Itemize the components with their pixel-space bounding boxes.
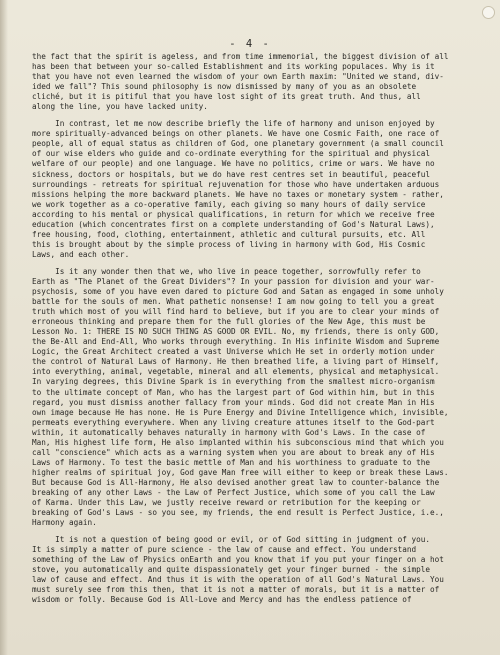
text-line: Is it any wonder then that we, who live in peace together, sorrowfully refer to [32,266,421,276]
text-line: ided we fall"? This sound philosophy is now dismissed by many of you as an obsolete [32,82,417,92]
text-line: into everything, animal, vegetable, mineral and all elements, physical and metaphysical. [32,367,440,377]
text-line: regard, you must dismiss another fallacy from your minds. God did not create Man in His [32,397,435,407]
text-line: missions helping the more backward planets. We have no taxes or monetary system - rather, [32,189,444,199]
text-line: In contrast, let me now describe briefly the life of harmony and unison enjoyed by [32,119,435,129]
text-line: surroundings - retreats for spiritual rejuvenation for those who have undertaken arduous [32,179,440,189]
text-line: battle for the souls of men. What pathetic nonsense! I am now going to tell you a great [32,297,435,307]
text-line: Laws, and each other. [32,249,130,259]
paragraph-gap [32,112,484,119]
text-line: cliché, but it is pitiful that you have lost sight of its great truth. And thus, all [32,92,421,102]
text-line: breaking of any other Laws - the Law of Perfect Justice, which some of you call the Law [32,487,435,497]
text-line: to the ultimate concept of Man, who has the largest part of God within him, but in this [32,387,435,397]
text-line: within, it automatically behaves naturally in harmony with God's Laws. In the case of [32,427,426,437]
text-line: we work together as a co-operative family, each giving so many hours of daily service [32,199,426,209]
text-line: own image because He has none. He is Pure Energy and Divine Intelligence which, invisible, [32,407,449,417]
text-line: law of cause and effect. And thus it is with the operation of all God's Natural Laws. You [32,575,444,585]
text-line: of Karma. Under this Law, we justly receive reward or retribution for the keeping or [32,498,421,508]
text-line: something of the Law of Physics onEarth and you know that if you put your finger on a hot [32,555,444,565]
text-line: higher realms of spiritual joy, God gave Man free will either to keep or break these Laws. [32,467,449,477]
text-line: this is brought about by the simple process of living in harmony with God, His Cosmic [32,239,426,249]
text-line: that you have not even learned the wisdom of your own Earth maxim: "United we stand, div- [32,72,444,82]
text-line: Laws of Harmony. To test the basic mettle of Man and his worthiness to graduate to the [32,457,431,467]
text-line: welfare of our people) and one language. We have no politics, crime or wars. We have no [32,159,435,169]
text-line: call "conscience" which acts as a warning system when you are about to break any of His [32,447,435,457]
text-line: has been that between your so-called Establishment and its working populaces. Why is it [32,62,435,72]
paragraph [32,535,484,605]
text-line: Lesson No. 1: THERE IS NO SUCH THING AS GOOD OR EVIL. No, my friends, there is only GOD, [32,327,440,337]
text-line: It is simply a matter of pure science - the law of cause and effect. You understand [32,545,417,555]
page-number: - 4 - [229,38,271,50]
text-line: permeats everything everywhere. When any living creature attunes itself to the God-part [32,417,435,427]
punch-hole [482,6,495,19]
text-line: the control of Natural Laws of Harmony. He then breathed life, a living part of Himself, [32,357,440,367]
text-line: wisdom or folly. Because God is All-Love and Mercy and has the endless patience of [32,595,412,605]
text-line: But because God is All-Harmony, He also devised another great law to counter-balance the [32,477,440,487]
paper-edge-shadow [0,0,8,655]
text-line: stove, you automatically and quite dispassionately get your finger burned - the simple [32,565,431,575]
body-text [32,52,484,605]
text-line: Logic, the Great Architect created a vast Universe which He set in orderly motion under [32,347,435,357]
text-line: more spiritually-advanced beings on other planets. We have one Cosmic Faith, one race of [32,129,440,139]
paragraph [32,119,484,260]
paragraph [32,52,484,112]
text-line: the Be-All and End-All, Who works through everything. In His infinite Wisdom and Supreme [32,337,440,347]
paragraph-gap [32,260,484,267]
text-line: of our wise elders who guide and co-ordinate everything for the spiritual and physical [32,149,431,159]
text-line: breaking of God's Laws - so you see, my friends, the end result is Perfect Justice, i.e., [32,508,444,518]
text-line: In varying degrees, this Divine Spark is in everything from the smallest micro-organism [32,377,435,387]
text-line: according to his mental or physical qualifications, in return for which we receive free [32,209,435,219]
text-line: psychosis, some of you have even dared to picture God and Satan as engaged in some unholy [32,287,444,297]
text-line: erroneous thinking and prepare them for the full glories of the New Age, this must be [32,317,426,327]
text-line: must surely see from this then, that it is not a matter of morals, but it is a matter of [32,585,440,595]
text-line: Man, His highest life form, He also implanted within his subconscious mind that which you [32,437,444,447]
text-line: along the line, you have lacked unity. [32,102,208,112]
text-line: people, all of equal status as children of God, one planetary government (a small council [32,139,444,149]
paragraph-gap [32,528,484,535]
text-line: free housing, food, clothing, entertainment, athletic and cultural pursuits, etc. All [32,229,426,239]
text-line: sickness, doctors or hospitals, but we do have rest centres set in beautiful, peaceful [32,169,431,179]
text-line: the fact that the spirit is ageless, and from time immemorial, the biggest division of all [32,52,449,61]
text-line: Earth as "The Planet of the Great Dividers"? In your passion for division and your war- [32,276,435,286]
paragraph [32,267,484,528]
text-line: It is not a question of being good or evil, or of God sitting in judgment of you. [32,535,431,545]
text-line: truth which most of you will find hard to believe, but if you are to clear your minds of [32,307,440,317]
text-line: education (which concentrates first on a complete understanding of God's Natural Laws), [32,219,435,229]
text-line: Harmony again. [32,518,97,528]
